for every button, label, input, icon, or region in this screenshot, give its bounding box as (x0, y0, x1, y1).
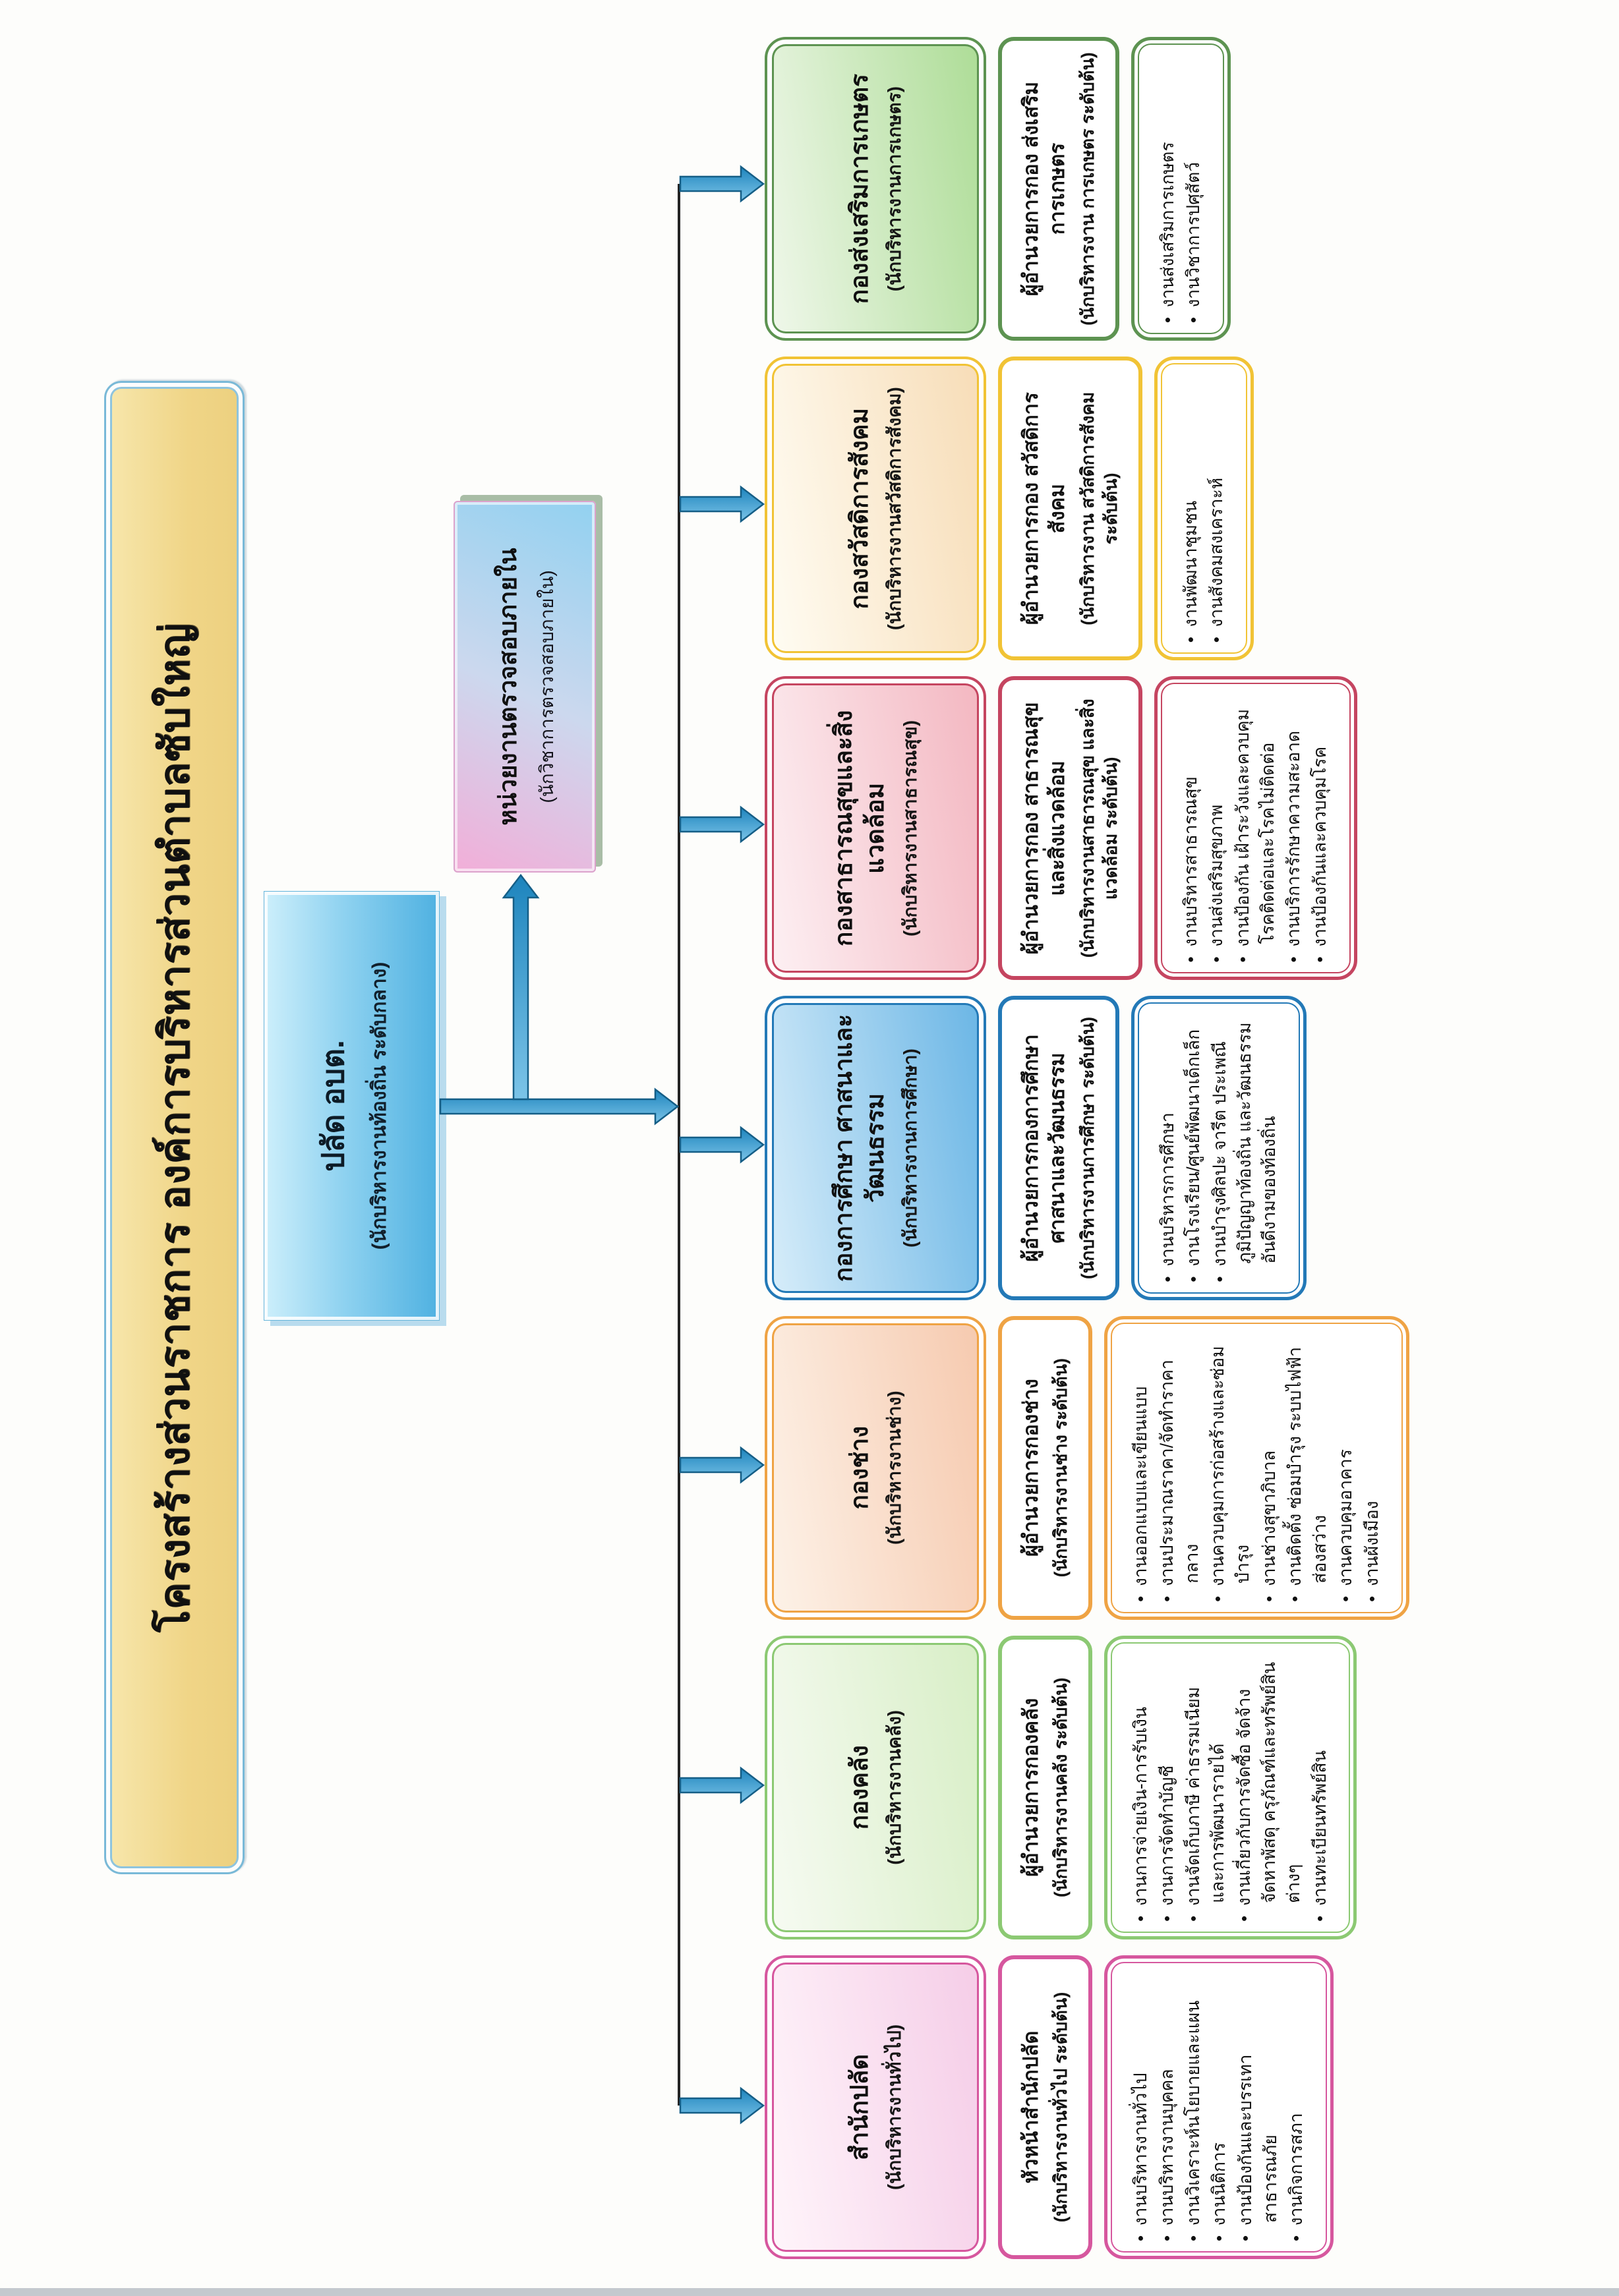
task-item: • งานนิติการ (1207, 1972, 1232, 2241)
division-column-kong-kan-suksa (765, 996, 1307, 1300)
scanner-edge-strip (0, 2288, 1619, 2296)
division-header (765, 1955, 986, 2259)
director-position: (นักบริหารงานช่าง ระดับต้น) (1051, 1358, 1071, 1578)
director-title: ผู้อำนวยการกองคลัง (1019, 1698, 1042, 1877)
division-director (998, 1636, 1092, 1939)
internal-audit-name: หน่วยงานตรวจสอบภายใน (494, 548, 521, 826)
division-name: กองส่งเสริมการเกษตร (846, 73, 873, 304)
audit-branch-arrow (504, 875, 538, 1099)
task-list (1129, 1652, 1332, 1922)
task-item: • งานบำรุงศิลปะ จารีต ประเพณี ภูมิปัญญาท้องถิ่น และวัฒนธรรมอันดีงามของท้องถิ่น (1208, 1012, 1282, 1282)
task-list (1129, 1333, 1384, 1602)
division-column-kong-satharanasuk (765, 676, 1357, 980)
task-item: • งานป้องกัน เฝ้าระวังและควบคุมโรคติดต่อและโรคไม่ติดต่อ (1231, 693, 1280, 962)
task-item: • งานการจัดทำบัญชี (1155, 1652, 1180, 1922)
divisions-row (765, 37, 1409, 2259)
division-header (765, 37, 986, 341)
division-column-samnak-palad (765, 1955, 1334, 2259)
division-position: (นักบริหารงานทั่วไป) (884, 2024, 905, 2191)
arrow-to-kong-songserm-kaset (680, 167, 763, 201)
task-list (1129, 1972, 1309, 2241)
division-tasks (1131, 37, 1231, 341)
arrow-to-kong-satharanasuk (680, 807, 763, 842)
task-item: • งานบริหารงานทั่วไป (1129, 1972, 1154, 2241)
director-position: (นักบริหารงาน การเกษตร ระดับต้น) (1077, 52, 1098, 326)
division-tasks (1104, 1316, 1409, 1620)
director-title: ผู้อำนวยการกองการศึกษา ศาสนาและวัฒนธรรม (1019, 1034, 1069, 1262)
task-item: • งานการจ่ายเงิน-การรับเงิน (1129, 1652, 1154, 1922)
task-item: • งานสังคมสงเคราะห์ (1204, 373, 1229, 643)
clerk-position: (นักบริหารงานท้องถิ่น ระดับกลาง) (368, 961, 390, 1250)
division-position: (นักบริหารงานช่าง) (884, 1391, 905, 1545)
division-director (998, 1955, 1092, 2259)
division-tasks (1104, 1955, 1333, 2259)
division-position: (นักบริหารงานการเกษตร) (884, 86, 905, 292)
task-item: • งานวิชาการปศุสัตว์ (1181, 53, 1206, 323)
division-name: กองสวัสดิการสังคม (846, 407, 873, 610)
task-item: • งานบริหารการศึกษา (1156, 1012, 1181, 1282)
division-tasks (1131, 996, 1307, 1300)
division-position: (นักบริหารงานการศึกษา) (900, 1048, 921, 1248)
division-tasks (1104, 1636, 1357, 1939)
director-position: (นักบริหารงานสาธารณสุข และสิ่งแวดล้อม ระดับต้น) (1077, 699, 1121, 958)
task-item: • งานควบคุมอาคาร (1334, 1333, 1359, 1602)
director-title: ผู้อำนวยการกอง สาธารณสุขและสิ่งแวดล้อม (1019, 702, 1069, 955)
director-position: (นักบริหารงานการศึกษา ระดับต้น) (1077, 1016, 1098, 1280)
task-item: • งานช่างสุขาภิบาล (1257, 1333, 1282, 1602)
director-position: (นักบริหารงานคลัง ระดับต้น) (1051, 1677, 1071, 1898)
task-list (1156, 1012, 1282, 1282)
division-position: (นักบริหารงานคลัง) (884, 1709, 905, 1865)
task-item: • งานโรงเรียน/ศูนย์พัฒนาเด็กเล็ก (1181, 1012, 1206, 1282)
task-item: • งานพัฒนาชุมชน (1179, 373, 1204, 643)
task-list (1156, 53, 1206, 323)
arrow-to-kong-klang (680, 1768, 763, 1802)
page-title-text: โครงสร้างส่วนราชการ องค์การบริหารส่วนตำบลซับใหญ่ (152, 623, 198, 1632)
arrow-to-kong-chang (680, 1448, 763, 1482)
director-position: (นักบริหารงาน สวัสดิการสังคม ระดับต้น) (1077, 391, 1121, 625)
division-column-kong-songserm-kaset (765, 37, 1231, 341)
division-column-kong-klang (765, 1636, 1357, 1939)
division-tasks (1154, 676, 1357, 980)
division-name: กองสาธารณสุขและสิ่งแวดล้อม (830, 710, 889, 947)
director-title: ผู้อำนวยการกอง ส่งเสริมการเกษตร (1019, 81, 1069, 297)
division-position: (นักบริหารงานสวัสดิการสังคม) (884, 387, 905, 631)
director-title: หัวหน้าสำนักปลัด (1019, 2030, 1042, 2184)
division-director (998, 357, 1142, 660)
arrow-to-samnak-palad (680, 2088, 763, 2123)
task-item: • งานส่งเสริมการเกษตร (1156, 53, 1181, 323)
task-item: • งานส่งเสริมสุขภาพ (1204, 693, 1229, 962)
task-item: • งานกิจการสภา (1284, 1972, 1309, 2241)
division-director (998, 1316, 1092, 1620)
division-name: กองการศึกษา ศาสนาและวัฒนธรรม (830, 1014, 889, 1282)
division-director (998, 676, 1142, 980)
task-item: • งานผังเมือง (1360, 1333, 1385, 1602)
division-column-kong-chang (765, 1316, 1409, 1620)
arrow-to-kong-sawatdikan (680, 487, 763, 521)
task-list (1179, 693, 1333, 962)
division-header (765, 676, 986, 980)
division-column-kong-sawatdikan (765, 357, 1254, 660)
task-item: • งานวิเคราะห์นโยบายและแผน (1181, 1972, 1206, 2241)
task-item: • งานควบคุมการก่อสร้างและซ่อมบำรุง (1206, 1333, 1255, 1602)
division-director (998, 37, 1119, 341)
division-header (765, 996, 986, 1300)
task-item: • งานป้องกันและบรรเทาสาธารณภัย (1233, 1972, 1283, 2241)
division-position: (นักบริหารงานสาธารณสุข) (900, 720, 921, 936)
task-item: • งานป้องกันและควบคุมโรค (1308, 693, 1333, 962)
task-item: • งานออกแบบและเขียนแบบ (1129, 1333, 1154, 1602)
internal-audit-position: (นักวิชาการตรวจสอบภายใน) (536, 570, 557, 803)
division-name: สำนักปลัด (846, 2053, 873, 2161)
division-director (998, 996, 1119, 1300)
task-item: • งานบริหารสาธารณสุข (1179, 693, 1204, 962)
task-item: • งานบริหารงานบุคคล (1155, 1972, 1180, 2241)
division-header (765, 1316, 986, 1620)
clerk-name: ปลัด อบต. (315, 1040, 350, 1172)
division-header (765, 357, 986, 660)
task-item: • งานประมาณราคา/จัดทำราคากลาง (1155, 1333, 1204, 1602)
task-item: • งานทะเบียนทรัพย์สิน (1308, 1652, 1333, 1922)
task-item: • งานจัดเก็บภาษี ค่าธรรมเนียม และการพัฒนารายได้ (1181, 1652, 1231, 1922)
director-title: ผู้อำนวยการกองช่าง (1019, 1379, 1042, 1557)
task-item: • งานติดตั้ง ซ่อมบำรุง ระบบไฟฟ้าส่องสว่าง (1283, 1333, 1332, 1602)
task-item: • งานเกี่ยวกับการจัดซื้อ จัดจ้าง จัดหาพัสดุ ครุภัณฑ์และทรัพย์สินต่างๆ (1232, 1652, 1307, 1922)
task-item: • งานบริการรักษาความสะอาด (1281, 693, 1307, 962)
division-tasks (1154, 357, 1254, 660)
task-list (1179, 373, 1229, 643)
arrow-to-kong-kan-suksa (680, 1128, 763, 1162)
division-name: กองช่าง (846, 1425, 873, 1510)
division-header (765, 1636, 986, 1939)
director-title: ผู้อำนวยการกอง สวัสดิการสังคม (1019, 392, 1069, 625)
director-position: (นักบริหารงานทั่วไป ระดับต้น) (1051, 1992, 1071, 2223)
division-name: กองคลัง (846, 1745, 873, 1830)
clerk-drop-arrow (440, 1089, 678, 1124)
